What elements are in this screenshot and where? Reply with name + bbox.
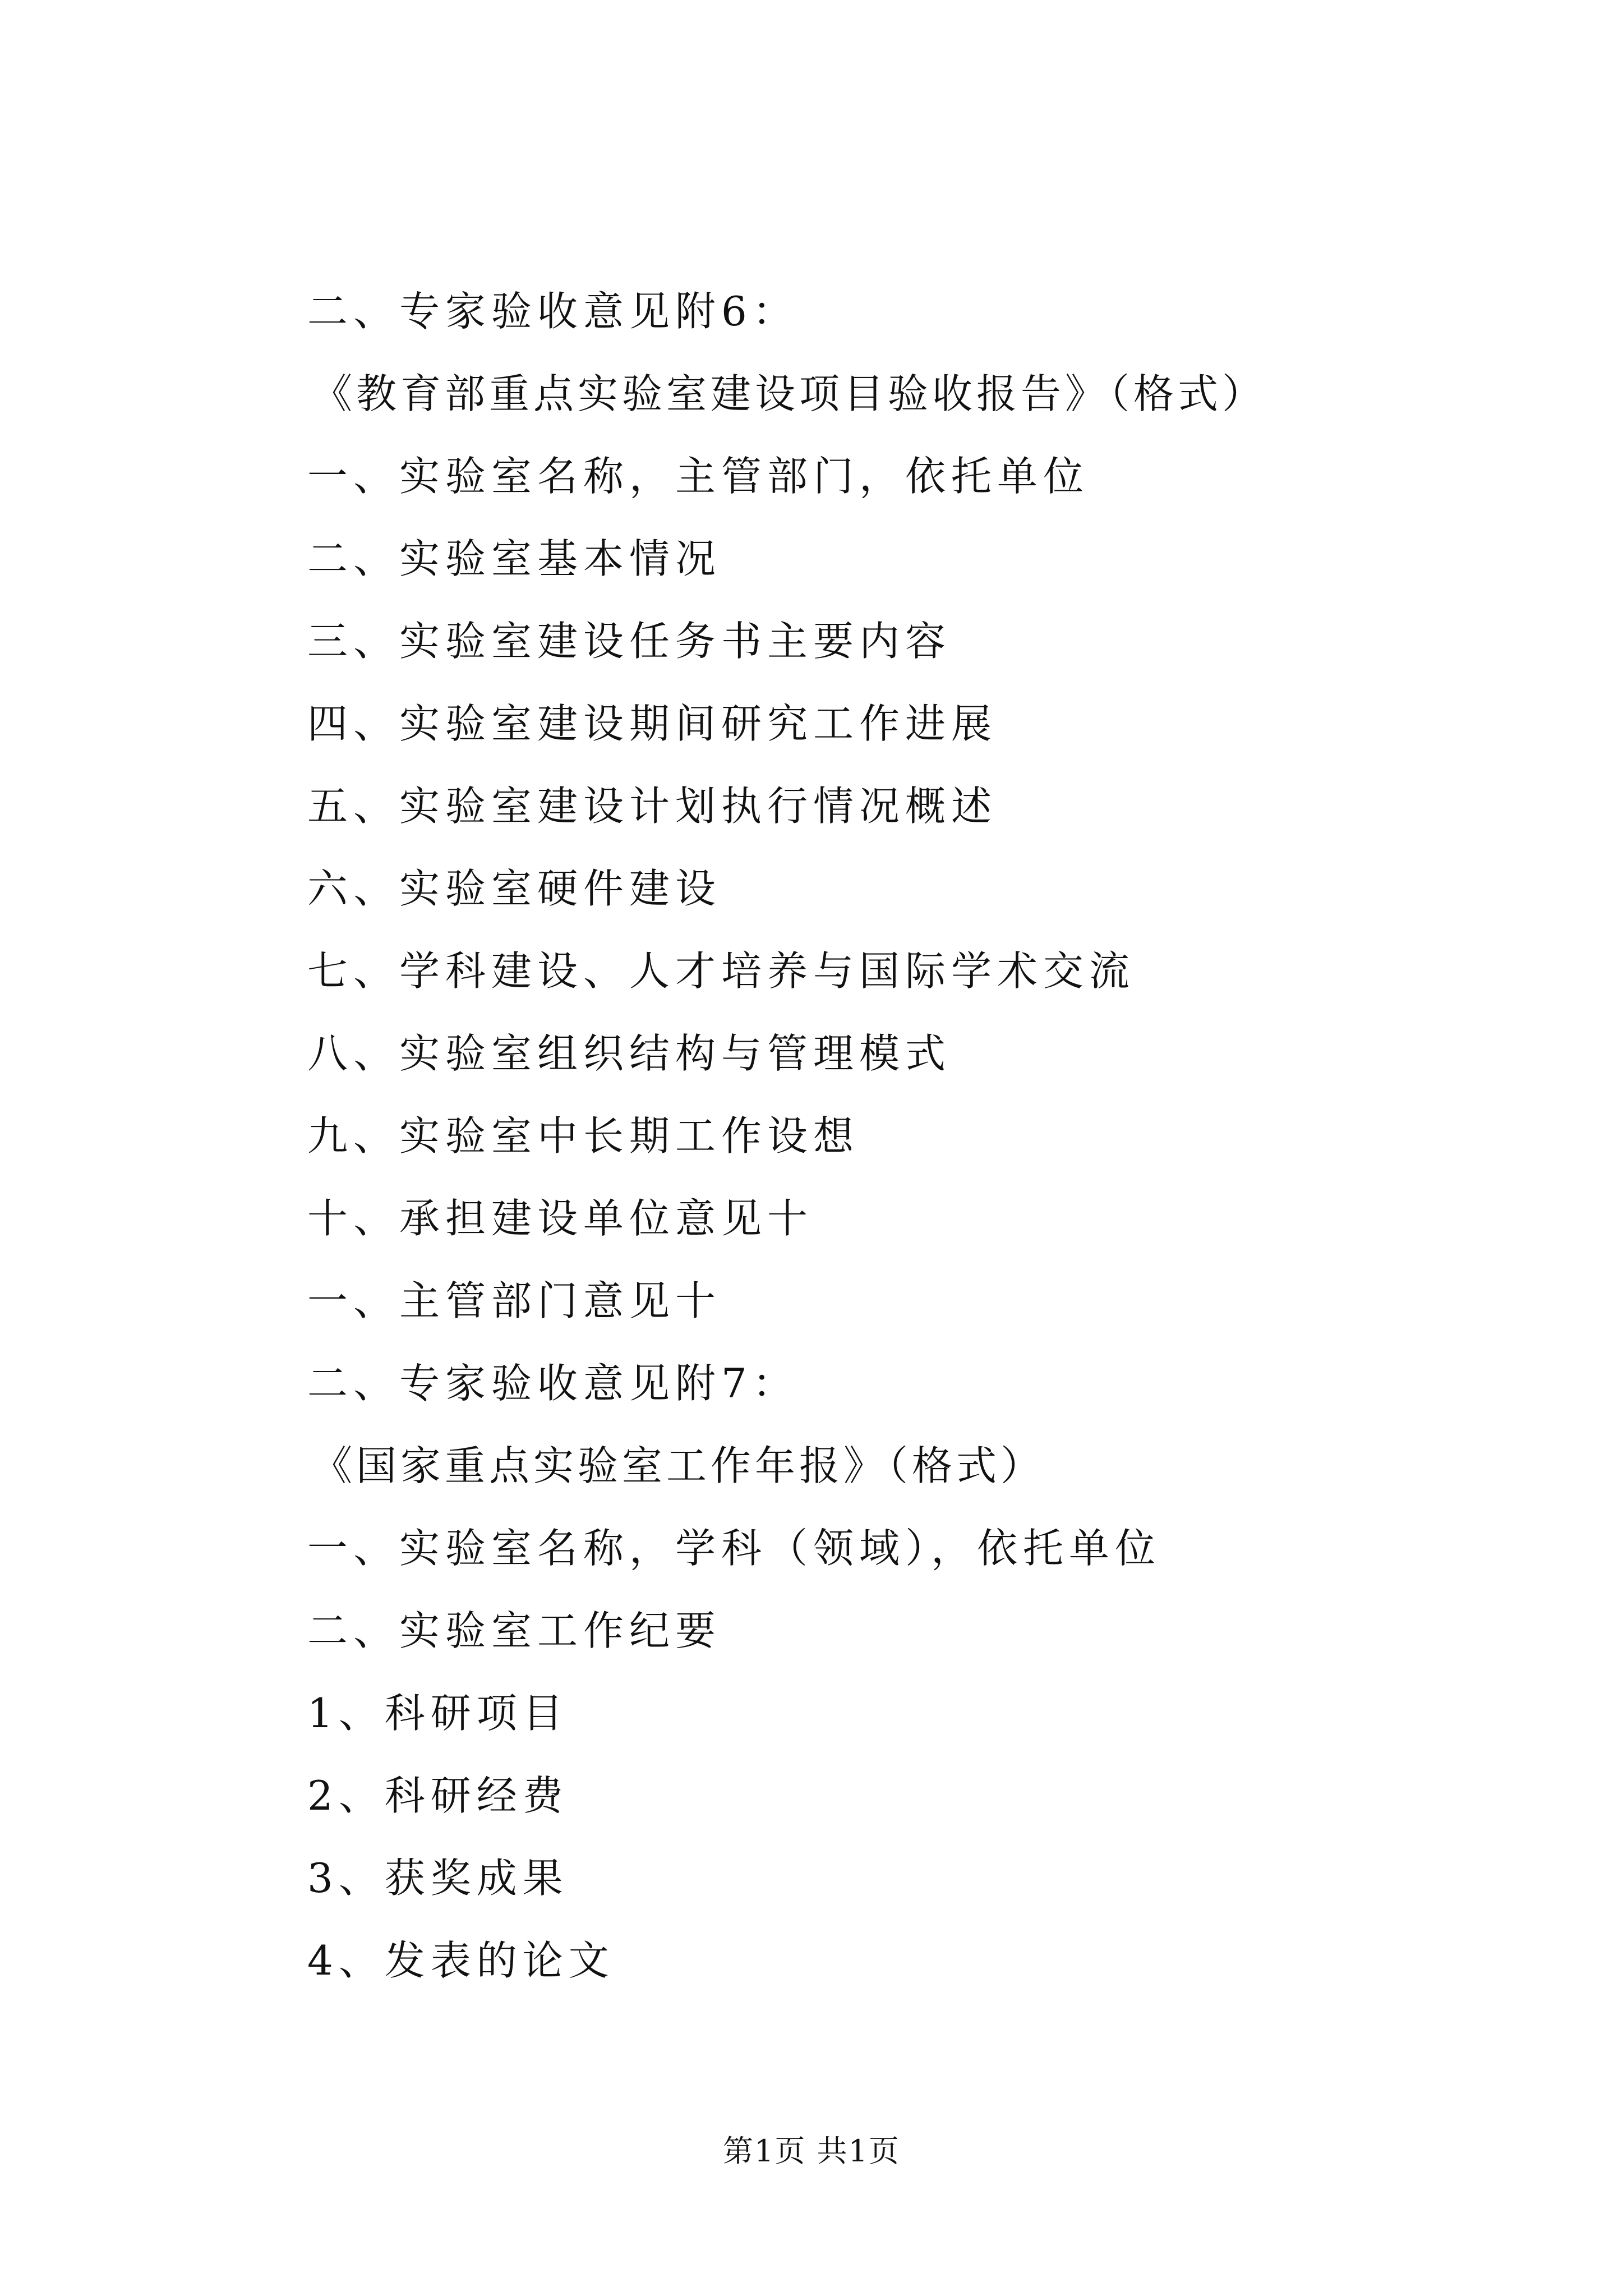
- text-line: 2、科研经费: [307, 1772, 569, 1819]
- text-line: 3、获奖成果: [307, 1855, 569, 1902]
- text-line: 二、专家验收意见附7：: [307, 1360, 799, 1407]
- text-line: 二、实验室基本情况: [307, 535, 722, 582]
- text-line: 《国家重点实验室工作年报》（格式）: [312, 1442, 1045, 1489]
- document-body: [307, 270, 1597, 2002]
- text-line: 二、专家验收意见附6：: [307, 288, 799, 335]
- text-line: 六、实验室硬件建设: [307, 865, 722, 912]
- text-line: 五、实验室建设计划执行情况概述: [307, 783, 998, 830]
- text-line: 一、实验室名称，主管部门，依托单位: [307, 453, 1090, 500]
- text-line: 十、承担建设单位意见十: [307, 1195, 814, 1242]
- text-line: 一、主管部门意见十: [307, 1277, 722, 1324]
- text-line: 四、实验室建设期间研究工作进展: [307, 700, 998, 747]
- text-line: 一、实验室名称，学科（领域），依托单位: [307, 1525, 1161, 1572]
- text-line: 《教育部重点实验室建设项目验收报告》（格式）: [312, 370, 1267, 417]
- text-line: 三、实验室建设任务书主要内容: [307, 618, 952, 665]
- text-line: 1、科研项目: [307, 1690, 569, 1737]
- text-line: 七、学科建设、人才培养与国际学术交流: [307, 947, 1136, 995]
- text-line: 二、实验室工作纪要: [307, 1607, 722, 1654]
- text-line: 九、实验室中长期工作设想: [307, 1112, 860, 1159]
- text-line: 4、发表的论文: [307, 1937, 615, 1984]
- page-number-footer: 第1页 共1页: [723, 2133, 900, 2169]
- text-line: 八、实验室组织结构与管理模式: [307, 1030, 952, 1077]
